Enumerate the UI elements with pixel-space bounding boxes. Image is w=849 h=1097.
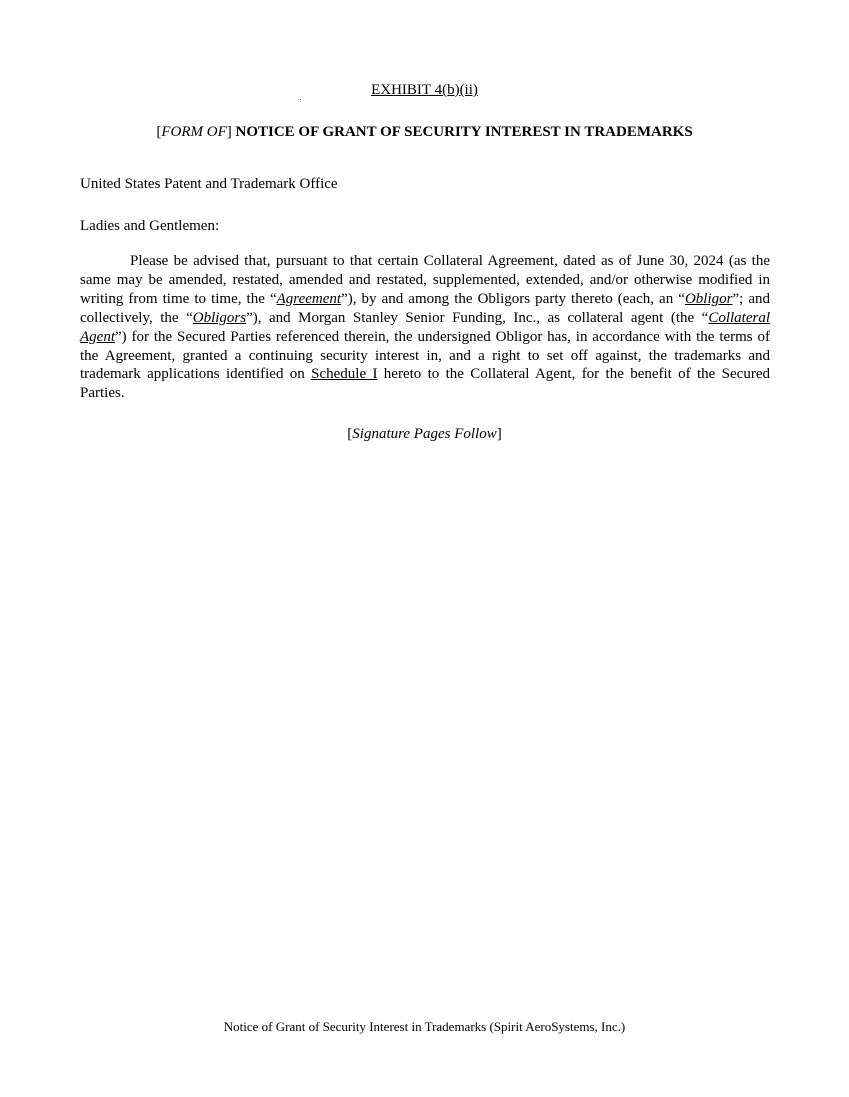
sig-bracket-close: ] (496, 426, 502, 442)
defined-term-obligor: Obligor (684, 290, 733, 307)
exhibit-label-text: EXHIBIT 4(b)(ii) (371, 82, 478, 98)
sig-bracket-open: [ (347, 426, 353, 442)
defined-term-collateral-agent: Collateral Agent (80, 309, 770, 345)
title-bracket-open: [ (156, 124, 162, 140)
body-text-4: ”), and Morgan Stanley Senior Funding, Inc., as collateral agent (the “ (246, 309, 709, 326)
defined-term-agreement: Agreement (276, 290, 342, 307)
document-title (0, 124, 849, 141)
salutation: Ladies and Gentlemen: (80, 218, 220, 234)
body-text-5: ”) for the Secured Parties referenced therein, the undersigned Obligor has, in accordance with the terms of the Agreement, granted a continuing security interest in, and a right to set off against, the trademarks and trademark applications identified on (80, 328, 770, 383)
body-paragraph (80, 252, 770, 403)
page-footer: Notice of Grant of Security Interest in Trademarks (Spirit AeroSystems, Inc.) (223, 1019, 626, 1034)
recipient-line: United States Patent and Trademark Office (80, 176, 338, 192)
signature-pages-follow (0, 426, 849, 443)
body-text-2: ”), by and among the Obligors party thereto (each, an “ (341, 290, 685, 307)
body-text-1: Please be advised that, pursuant to that certain Collateral Agreement, dated as of June 30, 2024 (as the same may be amended, restated, amended and restated, supplemented, extended, and/or otherwise modified in writing from time to time, the “ (80, 253, 770, 307)
title-form-of: FORM OF (161, 124, 227, 140)
sig-follow-text: Signature Pages Follow (352, 426, 497, 442)
exhibit-label (0, 82, 849, 99)
body-text-6: hereto to the Collateral Agent, for the benefit of the Secured Parties. (80, 366, 770, 402)
schedule-reference: Schedule I (311, 366, 378, 383)
body-text-3: ”; and collectively, the “ (80, 290, 771, 326)
defined-term-obligors: Obligors (192, 309, 247, 326)
title-heading: NOTICE OF GRANT OF SECURITY INTEREST IN TRADEMARKS (235, 124, 693, 140)
stray-mark (300, 99, 301, 100)
title-bracket-close: ] (226, 124, 232, 140)
